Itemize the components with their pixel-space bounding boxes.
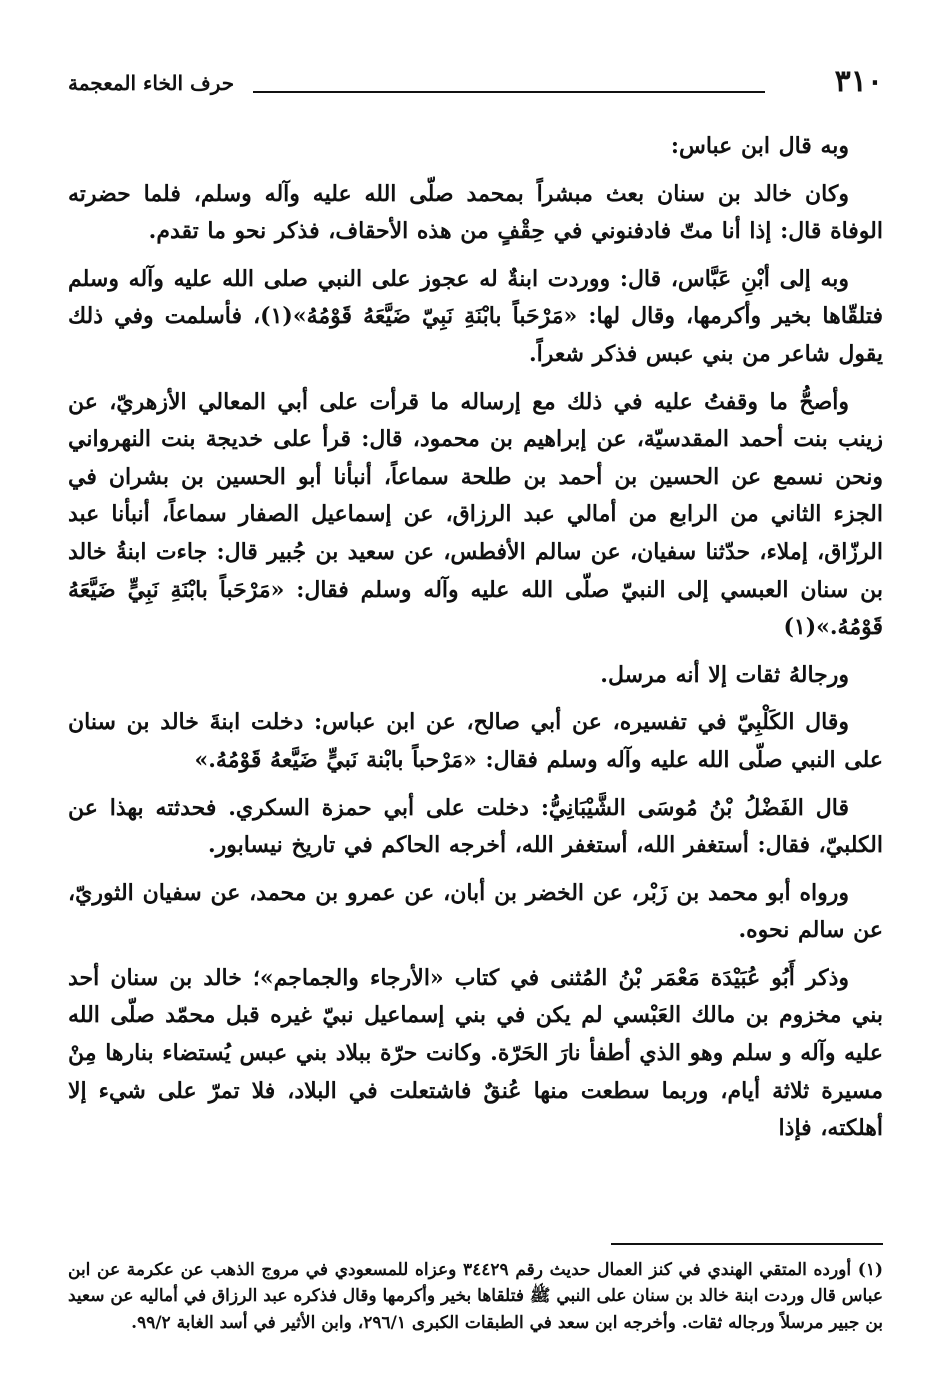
paragraph: وقال الكَلْبِيّ في تفسيره، عن أبي صالح، عن ابن عباس: دخلت ابنةَ خالد بن سنان على النبي صلّى الله عليه وآله وسلم فقال: «مَرْحباً بابْنة نَبيٍّ ضَيَّعهُ قَوْمُهُ.» bbox=[68, 709, 883, 773]
footnote: (١) أورده المتقي الهندي في كنز العمال حديث رقم ٣٤٤٢٩ وعزاه للمسعودي في مروج الذهب عن عكرمة عن ابن عباس قال وردت ابنة خالد بن سنان على النبي ﷺ فتلقاها بخير وأكرمها وقال فذكره عبد الرزاق في أماليه عن سعيد بن جبير مرسلاً ورجاله ثقات. وأخرجه ابن سعد في الطبقات الكبرى ٢٩٦/١، وابن الأثير في أسد الغابة ٩٩/٢. bbox=[68, 1260, 883, 1333]
book-page bbox=[68, 62, 883, 1352]
paragraph: ورجالهُ ثقات إلا أنه مرسل. bbox=[600, 661, 849, 688]
main-text bbox=[68, 128, 883, 1158]
header-rule bbox=[253, 91, 765, 93]
paragraph: قال الفَضْلُ بْنُ مُوسَى الشَّيْبَانِيُّ: دخلت على أبي حمزة السكري. فحدثته بهذا عن الكلبيّ، فقال: أستغفر الله، أستغفر الله، أخرجه الحاكم في تاريخ نيسابور. bbox=[68, 794, 883, 859]
paragraph: وأصحُّ ما وقفتُ عليه في ذلك مع إرساله ما قرأت على أبي المعالي الأزهريّ، عن زينب بنت أحمد المقدسيّة، عن إبراهيم بن محمود، قال: قرأ على خديجة بنت النهرواني ونحن نسمع عن الحسين بن أحمد بن طلحة سماعاً، أنبأنا أبو الحسين بن بشران في الجزء الثاني من الرابع من أمالي عبد الرزاق، عن إسماعيل الصفار سماعاً، أنبأنا عبد الرزّاق، إملاء، حدّثنا سفيان، عن سالم الأفطس، عن سعيد بن جُبير قال: جاءت ابنةُ خالد بن سنان العبسي إلى النبيّ صلّى الله عليه وآله وسلم فقال: «مَرْحَباً بابْنَةِ نَبِيٍّ ضَيَّعَهُ قَوْمُهُ.»(١) bbox=[68, 388, 883, 641]
paragraph: وبه إلى أبْنِ عَبَّاس، قال: ووردت ابنةٌ له عجوز على النبي صلى الله عليه وآله وسلم فتلقّاها بخير وأكرمها، وقال لها: «مَرْحَباً بابْنَةِ نَبِيّ ضَيَّعَهُ قَوْمُهُ»(١)، فأسلمت وفي ذلك يقول شاعر من بني عبس فذكر شعراً. bbox=[68, 265, 883, 367]
paragraph: وذكر أَبُو عُبَيْدَة مَعْمَر بْنُ المُثنى في كتاب «الأرجاء والجماجم»؛ خالد بن سنان أحد بني مخزوم بن مالك العَبْسي لم يكن في بني إسماعيل نبيّ غيره قبل محمّد صلّى الله عليه وآله و سلم وهو الذي أطفأ نارَ الحَرّة. وكانت حرّة ببلاد بني عبس يُستضاء بنارها مِنْ مسيرة ثلاثة أيام، وربما سطعت منها عُنقٌ فاشتعلت في البلاد، فلا تمرّ على شيء إلا أهلكته، فإذا bbox=[68, 964, 883, 1142]
running-header bbox=[68, 62, 883, 106]
paragraph: وبه قال ابن عباس: bbox=[670, 133, 849, 159]
section-title: حرف الخاء المعجمة bbox=[68, 71, 235, 95]
footnote-separator bbox=[611, 1243, 883, 1245]
page-number: ٣١٠ bbox=[834, 64, 883, 99]
paragraph: ورواه أبو محمد بن زَبْر، عن الخضر بن أبان، عن عمرو بن محمد، عن سفيان الثوريّ، عن سالم نحوه. bbox=[68, 879, 883, 944]
footnotes bbox=[68, 1257, 883, 1336]
paragraph: وكان خالد بن سنان بعث مبشراً بمحمد صلّى الله عليه وآله وسلم، فلما حضرته الوفاة قال: إذا أنا متّ فادفنوني في حِقْفٍ من هذه الأحقاف، فذكر نحو ما تقدم. bbox=[68, 180, 883, 245]
